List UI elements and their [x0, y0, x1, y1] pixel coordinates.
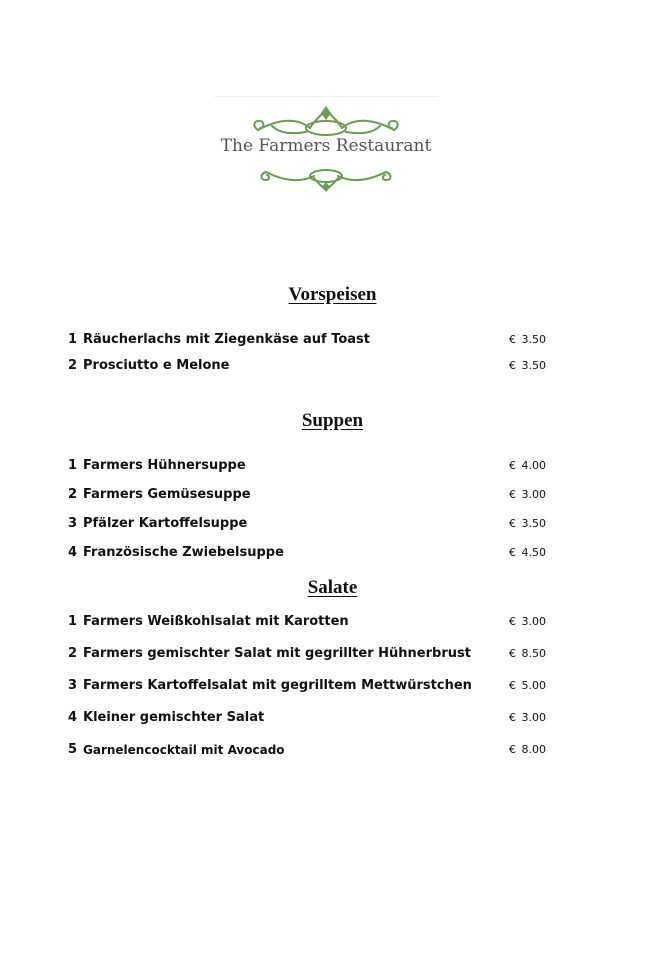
item-name: Prosciutto e Melone	[83, 358, 230, 373]
item-price: 3.00	[521, 615, 546, 628]
currency-symbol: €	[509, 711, 516, 724]
ornament-flourish-bottom-icon	[210, 166, 442, 194]
item-price: 5.00	[521, 679, 546, 692]
item-number: 4	[68, 710, 78, 725]
item-price: 3.50	[521, 359, 546, 372]
section-heading-vorspeisen: Vorspeisen	[288, 284, 377, 305]
item-number: 5	[68, 742, 78, 757]
menu-item	[68, 708, 546, 728]
item-number: 1	[68, 458, 78, 473]
item-number: 2	[68, 487, 78, 502]
menu-item	[68, 514, 546, 534]
currency-symbol: €	[509, 488, 516, 501]
logo-divider	[214, 96, 438, 97]
item-name: Farmers Hühnersuppe	[83, 458, 246, 473]
section-heading-suppen: Suppen	[301, 410, 364, 431]
item-number: 3	[68, 678, 78, 693]
ornament-flourish-top-icon	[210, 104, 442, 140]
item-price: 3.50	[521, 333, 546, 346]
item-name: Farmers Weißkohlsalat mit Karotten	[83, 614, 349, 629]
menu-item	[68, 612, 546, 632]
menu-item	[68, 456, 546, 476]
item-name: Räucherlachs mit Ziegenkäse auf Toast	[83, 332, 371, 347]
menu-item	[68, 676, 546, 696]
item-number: 3	[68, 516, 78, 531]
item-price: 3.00	[521, 488, 546, 501]
restaurant-name: The Farmers Restaurant	[220, 136, 432, 156]
item-number: 4	[68, 545, 78, 560]
item-number: 2	[68, 646, 78, 661]
item-name: Französische Zwiebelsuppe	[83, 545, 284, 560]
currency-symbol: €	[509, 359, 516, 372]
item-name: Farmers gemischter Salat mit gegrillter Hühnerbrust	[83, 646, 471, 661]
item-number: 1	[68, 332, 78, 347]
menu-item	[68, 485, 546, 505]
menu-item	[68, 356, 546, 376]
item-price: 8.00	[521, 743, 546, 756]
item-name: Farmers Gemüsesuppe	[83, 487, 251, 502]
currency-symbol: €	[509, 333, 516, 346]
item-price: 3.00	[521, 711, 546, 724]
menu-item	[68, 330, 546, 350]
menu-item	[68, 644, 546, 664]
currency-symbol: €	[509, 743, 516, 756]
item-price: 8.50	[521, 647, 546, 660]
currency-symbol: €	[509, 679, 516, 692]
item-price: 4.00	[521, 459, 546, 472]
item-name: Pfälzer Kartoffelsuppe	[83, 516, 248, 531]
item-price: 3.50	[521, 517, 546, 530]
currency-symbol: €	[509, 459, 516, 472]
currency-symbol: €	[509, 517, 516, 530]
item-number: 1	[68, 614, 78, 629]
section-heading-salate: Salate	[307, 577, 358, 598]
item-number: 2	[68, 358, 78, 373]
restaurant-logo	[210, 96, 442, 200]
currency-symbol: €	[509, 647, 516, 660]
item-price: 4.50	[521, 546, 546, 559]
item-name: Kleiner gemischter Salat	[83, 710, 265, 725]
item-name: Garnelencocktail mit Avocado	[83, 743, 285, 757]
currency-symbol: €	[509, 615, 516, 628]
menu-item	[68, 740, 546, 760]
currency-symbol: €	[509, 546, 516, 559]
item-name: Farmers Kartoffelsalat mit gegrilltem Mettwürstchen	[83, 678, 472, 693]
menu-item	[68, 543, 546, 563]
